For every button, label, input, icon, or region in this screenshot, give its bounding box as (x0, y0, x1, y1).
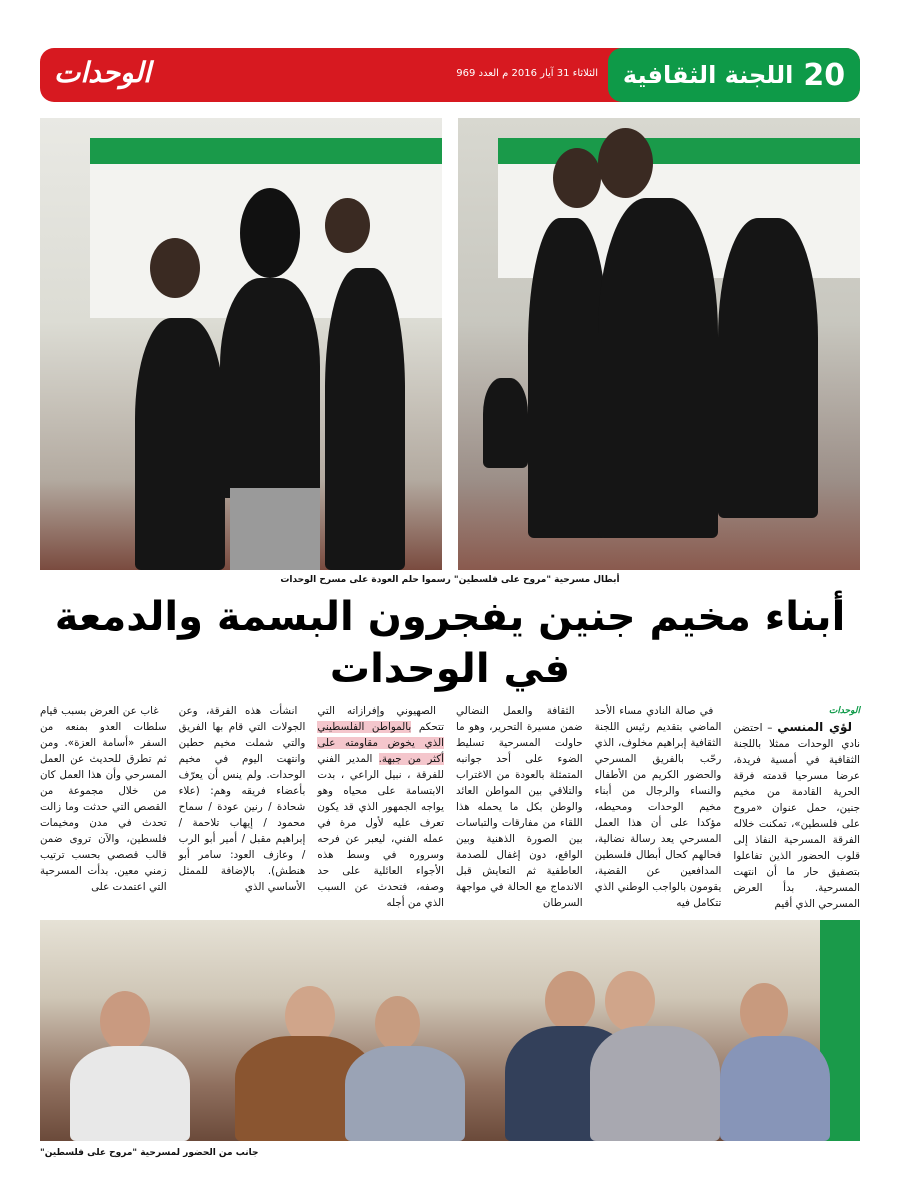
article-column-1 (733, 703, 860, 912)
column-text: – احتضن نادي الوحدات ممثلا باللجنة الثقافية في أمسية فريدة، عرضا مسرحيا قدمته فرقة الحرية القادمة من مخيم جنين، حمل عنوان «مروح على فلسطين»، تمكنت خلاله الفرقة المسرحية النفاذ إلى قلوب الحضور الذين تفاعلوا بتصفيق حار ما أن انتهت المسرحية. بدأ العرض المسرحي الذي أقيم (733, 722, 860, 910)
top-photos-caption: أبطال مسرحية "مروح على فلسطين" رسموا حلم العودة على مسرح الوحدات (280, 575, 620, 585)
article-column-3 (456, 703, 583, 912)
author: لؤي المنسي (777, 720, 852, 734)
column-text: غاب عن العرض بسبب قيام سلطات العدو بمنعه من السفر «أسامة العزة». ومن ثم تطرق للحديث عن العمل المسرحي وأن هذا العمل كان من خلال مجموعة من القصص التي حدثت وما زالت تحدث في مدن ومخيمات فلسطين، والآن تروى ضمن قالب قصصي بحسب ترتيب زمني معين. بدأت المسرحية التي اعتمدت على (39, 705, 167, 893)
column-text: الثقافة والعمل النضالي ضمن مسيرة التحرير، وهو ما حاولت المسرحية تسليط الضوء على أحد جوانبه المتمثلة بالعودة من الاغتراب والتلاقي بين المواطن العائد والوطن بكل ما يحمله هذا اللقاء من مفارقات والتباسات بين الصورة الذهنية وبين الواقع، دون إغفال للصدمة العاطفية ثم التعايش قبل الاندماج مع الحالة في مواجهة السرطان (455, 705, 583, 909)
column-text: في صالة النادي مساء الأحد الماضي بتقديم رئيس اللجنة الثقافية إبراهيم مخلوف، الذي رحّب بالفريق المسرحي والحضور الكريم من الأطفال والنساء والرجال من أبناء مخيم الوحدات ومحيطه، مؤكدا على أن هذا العمل المسرحي يعد رسالة نضالية، فحالهم كحال أبطال فلسطين المدافعين عن القضية، يقومون بالواجب الوطني الذي تتكامل فيه (594, 705, 722, 909)
article-column-4 (317, 703, 444, 912)
article-column-5 (179, 703, 306, 912)
section-title: اللجنة الثقافية (622, 61, 794, 89)
article-headline: أبناء مخيم جنين يفجرون البسمة والدمعة في الوحدات (54, 594, 846, 692)
section-tab (608, 48, 860, 102)
photo-actors-right (458, 118, 860, 570)
brand-logo: الوحدات (54, 56, 151, 89)
column-text: الصهيوني وإفرازاته التي تتحكم (317, 705, 444, 733)
article-columns (40, 703, 860, 912)
photo-actors-left (40, 118, 442, 570)
issue-date: الثلاثاء 31 آيار 2016 م العدد 969 (456, 68, 598, 79)
page-number: 20 (803, 57, 846, 93)
bottom-photo-caption: جانب من الحضور لمسرحية "مروح على فلسطين" (40, 1148, 259, 1158)
photo-audience (40, 920, 860, 1141)
article-column-6 (40, 703, 167, 912)
byline: الوحدات (828, 706, 860, 716)
article-area (40, 574, 860, 1160)
page-header (40, 48, 860, 102)
column-text: انشأت هذه الفرقة، وعن الجولات التي قام بها الفريق والتي شملت مخيم حطين وانتهت اليوم في مخيم الوحدات. ولم ينس أن يعرّف بأعضاء فريقه وهم: (علاء شحادة / رنين عودة / سماح محمود / إيهاب تلاحمة / إبراهيم مقبل / أمير أبو الرب / وعازف العود: سامر أبو هنطش). بالإضافة للممثل الأساسي الذي (178, 705, 306, 893)
article-column-2 (595, 703, 722, 912)
column-text: المدير الفني للفرقة ، نبيل الراعي ، بدت الابتسامة على محياه وهو يواجه الجمهور الذي قد يكون تعرف عليه لأول مرة في عمله الفني، ليعبر عن فرحه وسروره في وسط هذه الأجواء العائلية على حد وصفه، فتحدث عن السبب الذي من أجله (317, 753, 444, 909)
highlighted-text: بالمواطن الفلسطيني الذي يخوض مقاومته على أكثر من جبهة. (317, 721, 444, 765)
